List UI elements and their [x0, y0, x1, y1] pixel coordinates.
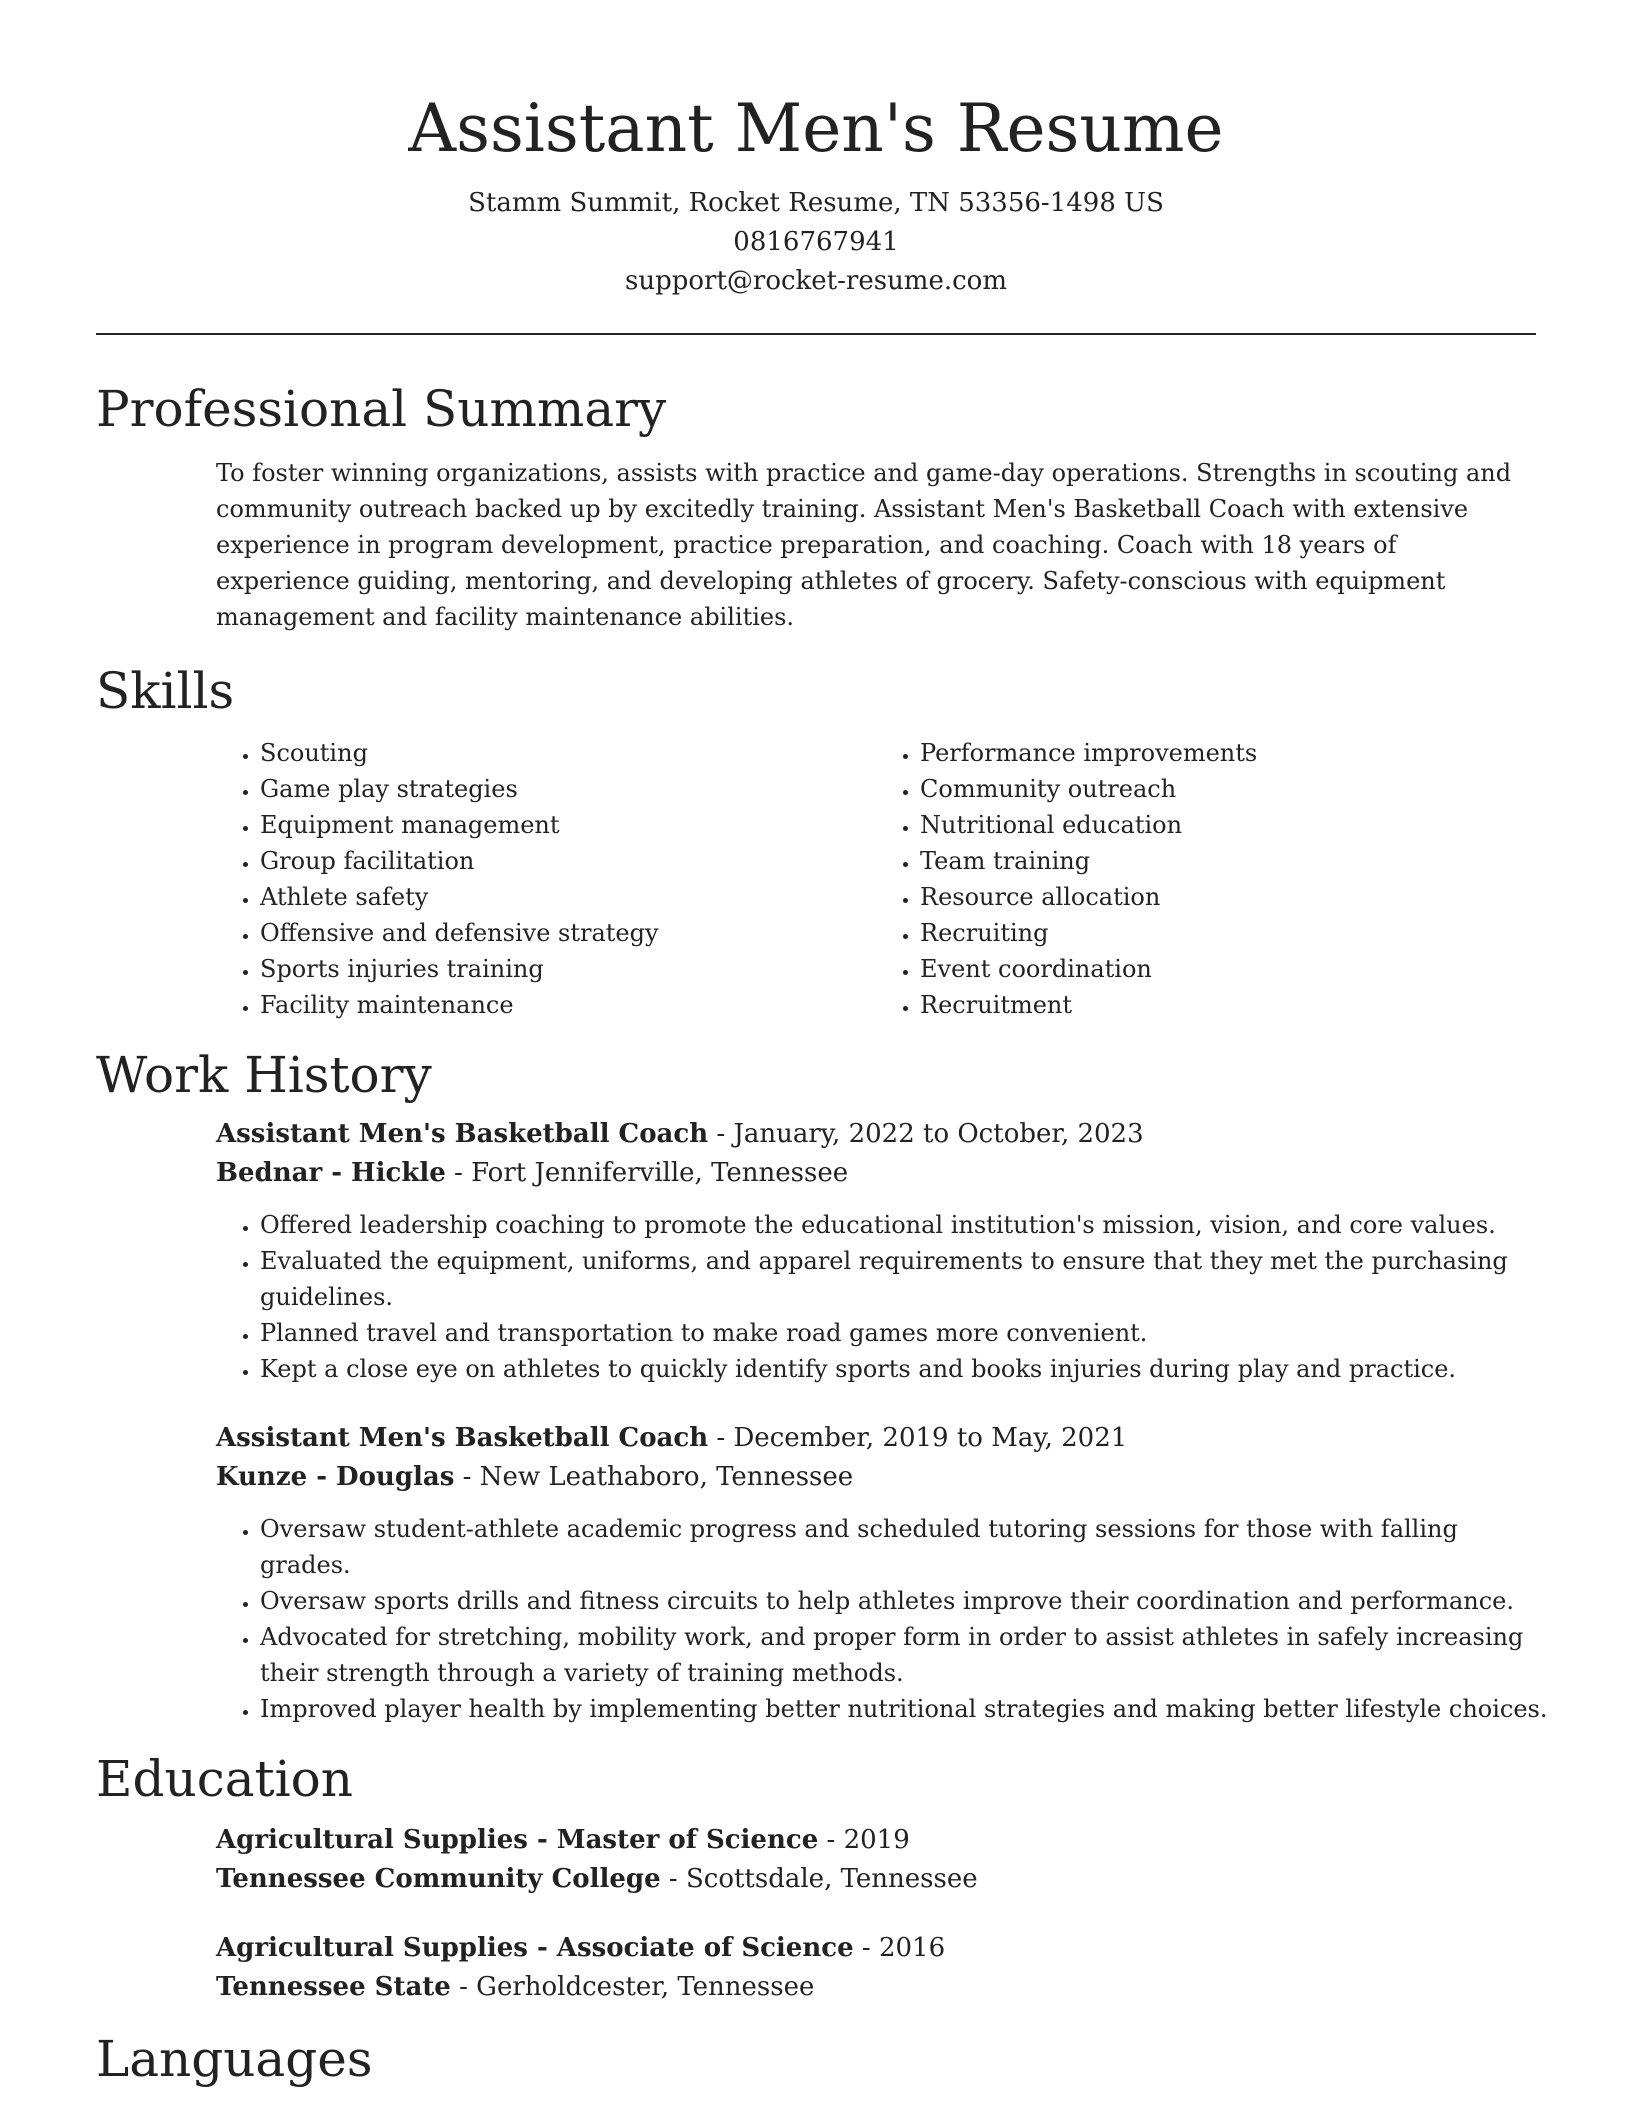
- job-title-line: [216, 1419, 1536, 1458]
- job-bullet: • Offered leadership coaching to promote the educational institution's mission, vision, and core values.: [260, 1207, 1550, 1243]
- job-employer-line: [216, 1458, 1536, 1497]
- job-dates: - January, 2022 to October, 2023: [708, 1119, 1144, 1149]
- header-divider: [96, 333, 1536, 335]
- job-entry: [216, 1419, 1536, 1497]
- job-bullet: • Evaluated the equipment, uniforms, and apparel requirements to ensure that they met the purchasing guidelines.: [260, 1243, 1550, 1315]
- education-school-line: [216, 1968, 1536, 2007]
- skill-item: • Sports injuries training: [260, 951, 876, 987]
- skills-list-right: [876, 735, 1536, 1023]
- skill-item: • Resource allocation: [920, 879, 1536, 915]
- skill-item: • Recruiting: [920, 915, 1536, 951]
- job-bullet: • Improved player health by implementing better nutritional strategies and making better lifestyle choices.: [260, 1691, 1550, 1727]
- skill-item: • Team training: [920, 843, 1536, 879]
- section-heading-education: Education: [96, 1750, 353, 1808]
- education-degree-line: [216, 1929, 1536, 1968]
- education-location: - Gerholdcester, Tennessee: [450, 1972, 815, 2002]
- skill-item: • Game play strategies: [260, 771, 876, 807]
- job-bullets: [216, 1511, 1550, 1727]
- job-employer: Bednar - Hickle: [216, 1158, 446, 1188]
- resume-title: Assistant Men's Resume: [408, 90, 1224, 167]
- education-school: Tennessee State: [216, 1972, 451, 2002]
- job-bullet: • Oversaw student-athlete academic progress and scheduled tutoring sessions for those with falling grades.: [260, 1511, 1550, 1583]
- job-location: - Fort Jenniferville, Tennessee: [445, 1158, 849, 1188]
- job-bullets: [216, 1207, 1550, 1387]
- skill-item: • Offensive and defensive strategy: [260, 915, 876, 951]
- skill-item: • Facility maintenance: [260, 987, 876, 1023]
- education-location: - Scottsdale, Tennessee: [660, 1864, 978, 1894]
- skill-item: • Group facilitation: [260, 843, 876, 879]
- education-school: Tennessee Community College: [216, 1864, 661, 1894]
- education-degree: Agricultural Supplies - Master of Science: [216, 1825, 819, 1855]
- job-title-line: [216, 1115, 1536, 1154]
- education-degree-line: [216, 1821, 1536, 1860]
- summary-text: To foster winning organizations, assists with practice and game-day operations. Strengths in scouting and community outreach backed up by excitedly training. Assistant Men's Basketball Coach with extensive experience in program development, practice preparation, and coaching. Coach with 18 years of experience guiding, mentoring, and developing athletes of grocery. Safety-conscious with equipment management and facility maintenance abilities.: [216, 459, 1512, 631]
- job-bullet: • Advocated for stretching, mobility work, and proper form in order to assist athletes in safely increasing their strength through a variety of training methods.: [260, 1619, 1550, 1691]
- job-location: - New Leathaboro, Tennessee: [454, 1462, 854, 1492]
- education-entry: [216, 1929, 1536, 2007]
- skill-item: • Community outreach: [920, 771, 1536, 807]
- job-bullet: • Kept a close eye on athletes to quickly identify sports and books injuries during play and practice.: [260, 1351, 1550, 1387]
- skill-item: • Performance improvements: [920, 735, 1536, 771]
- section-heading-languages: Languages: [96, 2030, 373, 2088]
- job-entry: [216, 1115, 1536, 1193]
- section-heading-skills: Skills: [96, 662, 235, 720]
- skills-columns: [216, 735, 1536, 1023]
- skill-item: • Athlete safety: [260, 879, 876, 915]
- skill-item: • Equipment management: [260, 807, 876, 843]
- skill-item: • Recruitment: [920, 987, 1536, 1023]
- job-title: Assistant Men's Basketball Coach: [216, 1423, 709, 1453]
- section-heading-work: Work History: [96, 1046, 432, 1104]
- education-year: - 2019: [818, 1825, 910, 1855]
- contact-address: Stamm Summit, Rocket Resume, TN 53356-1498 US: [468, 188, 1164, 218]
- job-dates: - December, 2019 to May, 2021: [708, 1423, 1128, 1453]
- education-entry: [216, 1821, 1536, 1899]
- skill-item: • Scouting: [260, 735, 876, 771]
- skill-item: • Event coordination: [920, 951, 1536, 987]
- job-employer: Kunze - Douglas: [216, 1462, 455, 1492]
- contact-email: support@rocket-resume.com: [624, 266, 1007, 296]
- job-bullet: • Oversaw sports drills and fitness circuits to help athletes improve their coordination and performance.: [260, 1583, 1550, 1619]
- contact-phone: 0816767941: [733, 227, 899, 257]
- resume-page: [96, 0, 1548, 2091]
- skills-list-left: [216, 735, 876, 1023]
- skill-item: • Nutritional education: [920, 807, 1536, 843]
- section-heading-summary: Professional Summary: [96, 380, 667, 438]
- contact-block: [96, 184, 1536, 301]
- education-school-line: [216, 1860, 1536, 1899]
- education-year: - 2016: [853, 1933, 946, 1963]
- job-bullet: • Planned travel and transportation to make road games more convenient.: [260, 1315, 1550, 1351]
- job-employer-line: [216, 1154, 1536, 1193]
- job-title: Assistant Men's Basketball Coach: [216, 1119, 709, 1149]
- education-degree: Agricultural Supplies - Associate of Science: [216, 1933, 854, 1963]
